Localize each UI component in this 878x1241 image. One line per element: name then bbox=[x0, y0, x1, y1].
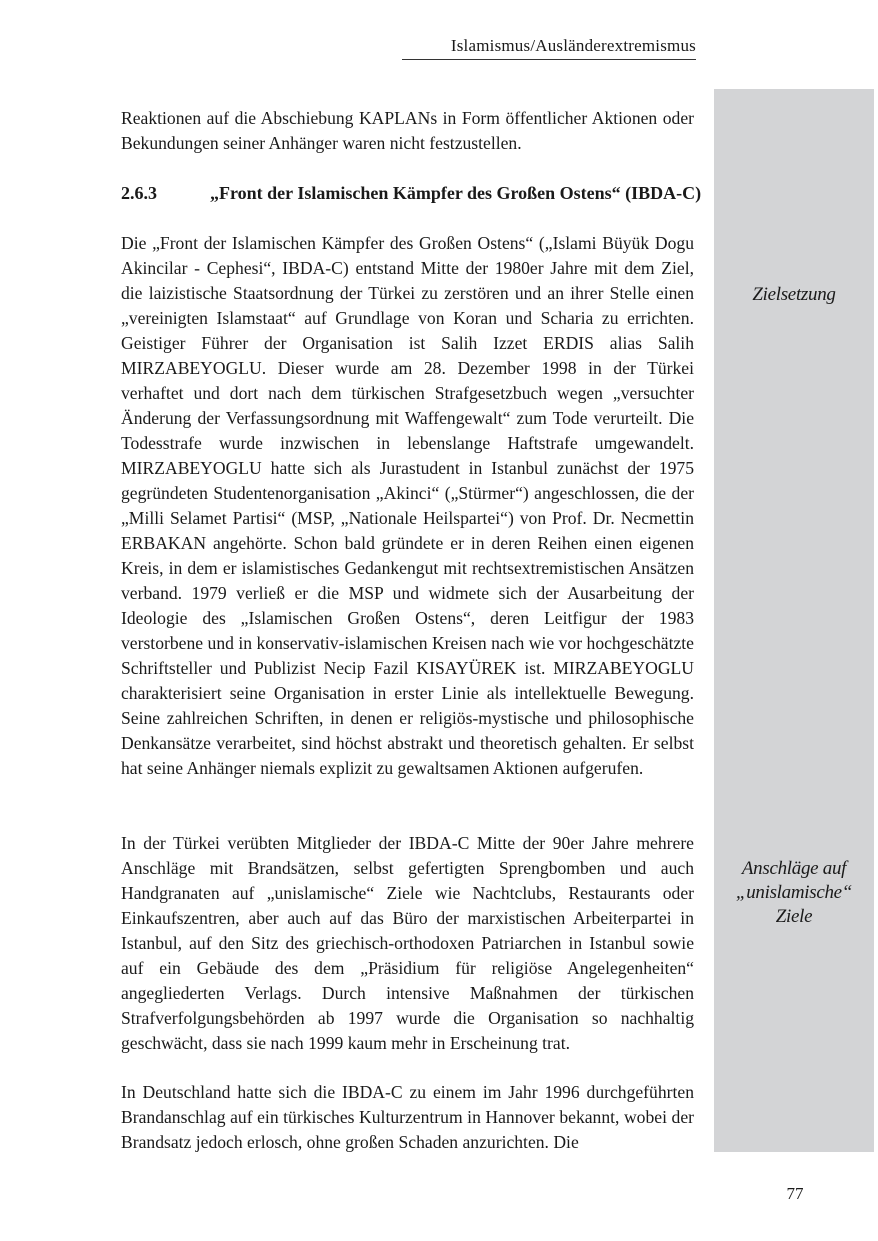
paragraph-germany: In Deutschland hatte sich die IBDA-C zu einem im Jahr 1996 durchgeführten Brandanschlag auf ein türkisches Kulturzentrum in Hannover bekannt, wobei der Brandsatz jedoch erlosch, ohne großen Schaden anzurichten. Die bbox=[121, 1082, 694, 1152]
section-number: 2.6.3 bbox=[121, 183, 157, 203]
margin-note-zielsetzung: Zielsetzung bbox=[752, 284, 836, 305]
paragraph-intro: Reaktionen auf die Abschiebung KAPLANs in Form öffentlicher Aktionen oder Bekundungen seiner Anhänger waren nicht festzustellen. bbox=[121, 108, 694, 153]
header-rule bbox=[402, 59, 696, 60]
margin-note-line: Anschläge auf bbox=[741, 858, 847, 879]
running-header: Islamismus/Ausländerextremismus bbox=[450, 36, 696, 55]
section-title: „Front der Islamischen Kämpfer des Großen Ostens“ (IBDA-C) bbox=[210, 183, 702, 203]
paragraph-attacks-turkey: In der Türkei verübten Mitglieder der IBDA-C Mitte der 90er Jahre mehrere Anschläge mit Brandsätzen, selbst gefertigten Sprengbomben und auch Handgranaten auf „unislamische“ Ziele wie Nachtclubs, Restaurants oder Einkaufszentren, aber auch auf das Büro der marxistischen Arbeiterpartei in Istanbul, auf den Sitz des griechisch-orthodoxen Patriarchen in Istanbul sowie auf ein Gebäude des dem „Präsidium für religiöse Angelegenheiten“ angegliederten Verlags. Durch intensive Maßnahmen der türkischen Strafverfolgungsbehörden ab 1997 wurde die Organisation so nachhaltig geschwächt, dass sie nach 1999 kaum mehr in Erscheinung trat. bbox=[121, 833, 694, 1053]
paragraph-ibda-c-origin: Die „Front der Islamischen Kämpfer des Großen Ostens“ („Islami Büyük Dogu Akincilar - Cephesi“, IBDA-C) entstand Mitte der 1980er Jahre mit dem Ziel, die laizistische Staatsordnung der Türkei zu zerstören und an ihrer Stelle einen „vereinigten Islamstaat“ auf Grundlage von Koran und Scharia zu errichten. Geistiger Führer der Organisation ist Salih Izzet ERDIS alias Salih MIRZABEYOGLU. Dieser wurde am 28. Dezember 1998 in der Türkei verhaftet und dort nach dem türkischen Strafgesetzbuch wegen „versuchter Änderung der Verfassungsordnung mit Waffengewalt“ zum Tode verurteilt. Die Todesstrafe wurde inzwischen in lebenslange Haftstrafe umgewandelt. MIRZABEYOGLU hatte sich als Jurastudent in Istanbul zunächst der 1975 gegründeten Studentenorganisation „Akinci“ („Stürmer“) angeschlossen, die der „Milli Selamet Partisi“ (MSP, „Nationale Heilspartei“) von Prof. Dr. Necmettin ERBAKAN angehörte. Schon bald gründete er in deren Reihen einen eigenen Kreis, in dem er islamistisches Gedankengut mit rechtsextremistischen Ansätzen verband. 1979 verließ er die MSP und widmete sich der Ausarbeitung der Ideologie des „Islamischen Großen Ostens“, deren Leitfigur der 1983 verstorbene und in konservativ-islamischen Kreisen nach wie vor hochgeschätzte Schriftsteller und Publizist Necip Fazil KISAYÜREK ist. MIRZABEYOGLU charakterisiert seine Organisation in erster Linie als intellektuelle Bewegung. Seine zahlreichen Schriften, in denen er religiös-mystische und philosophische Denkansätze verarbeitet, sind höchst abstrakt und theoretisch gehalten. Er selbst hat seine Anhänger niemals explizit zu gewaltsamen Aktionen aufgerufen. bbox=[121, 233, 694, 778]
page-number: 77 bbox=[786, 1184, 804, 1203]
margin-sidebar bbox=[714, 89, 874, 1152]
margin-note-line: Ziele bbox=[775, 906, 813, 927]
margin-note-anschlaege bbox=[714, 857, 874, 929]
margin-note-line: „unislamische“ bbox=[735, 882, 853, 903]
